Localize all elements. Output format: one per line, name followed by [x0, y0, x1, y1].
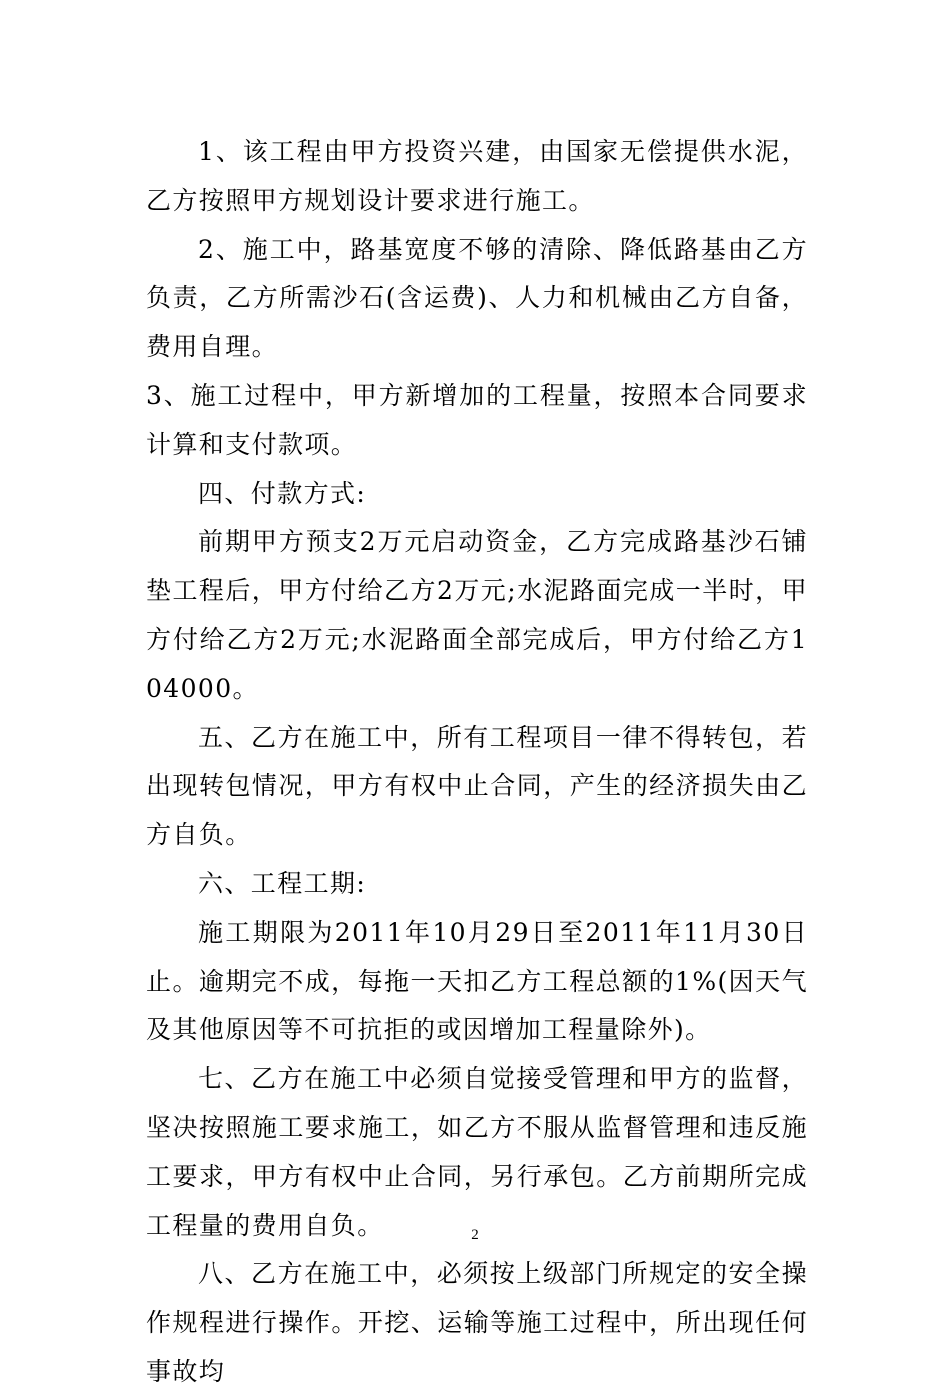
document-body [146, 128, 808, 1397]
payment-terms-paragraph: 前期甲方预支2万元启动资金，乙方完成路基沙石铺垫工程后，甲方付给乙方2万元;水泥路面完成一半时，甲方付给乙方2万元;水泥路面全部完成后，甲方付给乙方104000。 [146, 527, 808, 703]
construction-period-paragraph: 施工期限为2011年10月29日至2011年11月30日止。逾期完不成，每拖一天扣乙方工程总额的1%(因天气及其他原因等不可抗拒的或因增加工程量除外)。 [146, 917, 808, 1045]
page-number: 2 [471, 1227, 479, 1243]
clause-3-paragraph: 3、施工过程中，甲方新增加的工程量，按照本合同要求计算和支付款项。 [146, 380, 808, 459]
clause-1-paragraph: 1、该工程由甲方投资兴建，由国家无偿提供水泥，乙方按照甲方规划设计要求进行施工。 [146, 137, 808, 215]
section-4-heading: 四、付款方式: [198, 478, 367, 508]
section-5-paragraph: 五、乙方在施工中，所有工程项目一律不得转包，若出现转包情况，甲方有权中止合同，产生的经济损失由乙方自负。 [146, 722, 808, 850]
section-7-paragraph: 七、乙方在施工中必须自觉接受管理和甲方的监督，坚决按照施工要求施工，如乙方不服从监督管理和违反施工要求，甲方有权中止合同，另行承包。乙方前期所完成工程量的费用自负。 [146, 1064, 808, 1240]
clause-2-paragraph: 2、施工中，路基宽度不够的清除、降低路基由乙方负责，乙方所需沙石(含运费)、人力和机械由乙方自备，费用自理。 [146, 234, 808, 362]
section-8-paragraph: 八、乙方在施工中，必须按上级部门所规定的安全操作规程进行操作。开挖、运输等施工过程中，所出现任何事故均 [146, 1259, 808, 1386]
section-6-heading: 六、工程工期: [198, 868, 367, 898]
